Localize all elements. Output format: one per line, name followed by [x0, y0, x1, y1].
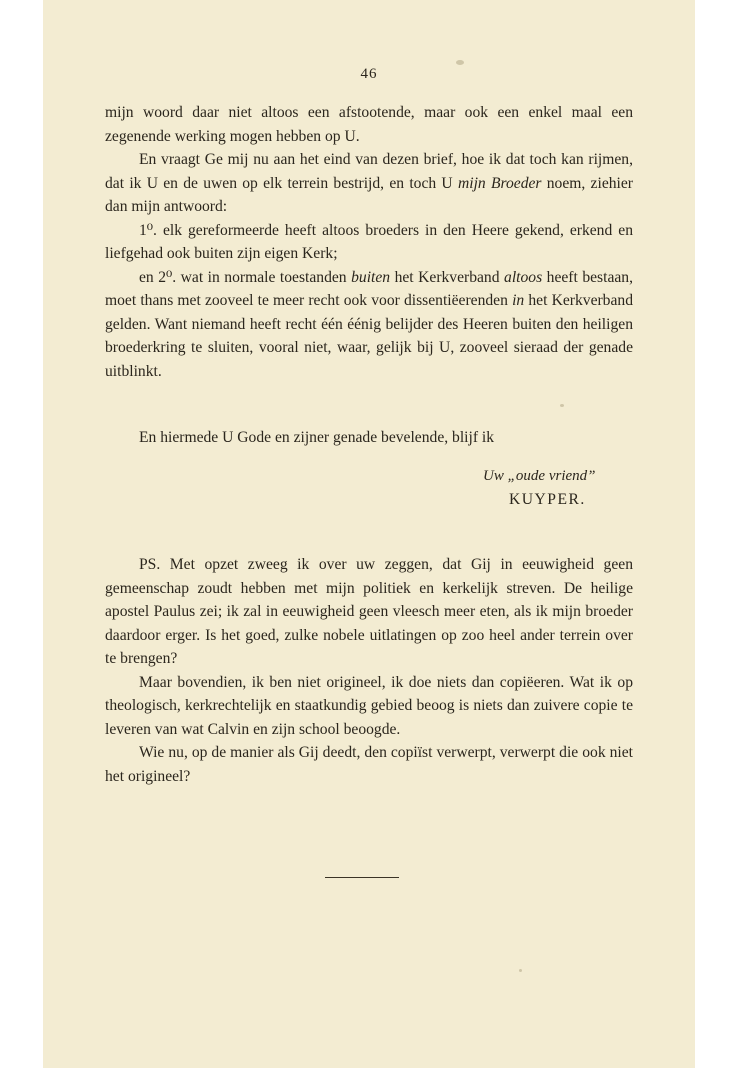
paper-speck: [519, 969, 522, 972]
closing-line: En hiermede U Gode en zijner genade bevelende, blijf ik: [139, 429, 495, 446]
letter-body: [105, 101, 633, 383]
signature-greeting: Uw „oude vriend”: [483, 468, 596, 484]
postscript-paragraph-2: Maar bovendien, ik ben niet origineel, ik doe niets dan copiëeren. Wat ik op theologisch, kerkrechtelijk en staatkundig gebied beoog is niets dan zuivere copie te leveren van wat Calvin en zijn school beoogde.: [105, 673, 633, 738]
paragraph-4-text-b: het Kerkverband: [390, 268, 505, 286]
paragraph-2: [105, 148, 633, 219]
paragraph-2-emphasis: mijn Broeder: [457, 174, 542, 192]
closing-line-block: [105, 426, 633, 450]
paragraph-4: [105, 266, 633, 384]
postscript-paragraph-1: PS. Met opzet zweeg ik over uw zeggen, dat Gij in eeuwigheid geen gemeenschap zoudt hebben met mijn politiek en kerkelijk streven. De heilige apostel Paulus zei; ik zal in eeuwigheid geen vleesch meer eten, als ik mijn broeder daardoor erger. Is het goed, zulke nobele uitlatingen op zoo heel ander terrein over te brengen?: [105, 556, 633, 667]
book-page: [43, 0, 695, 1068]
paragraph-2-text-b: noem, ziehier dan mijn antwoord:: [105, 174, 633, 215]
paragraph-4-emphasis-3: in: [512, 292, 525, 309]
paragraph-4-text-a: en 2⁰. wat in normale toestanden: [139, 268, 352, 286]
paragraph-1: mijn woord daar niet altoos een afstootende, maar ook een enkel maal een zegenende werking mogen hebben op U.: [105, 104, 633, 145]
signature-name: KUYPER.: [509, 491, 586, 508]
paragraph-2-text-a: En vraagt Ge mij nu aan het eind van dezen brief, hoe ik dat toch kan rijmen, dat ik U en de uwen op elk terrein bestrijd, en toch U: [105, 151, 633, 192]
postscript: [105, 553, 633, 788]
page-number: 46: [360, 66, 378, 82]
paper-speck: [456, 60, 464, 65]
end-rule: [325, 877, 399, 878]
postscript-paragraph-3: Wie nu, op de manier als Gij deedt, den copiïst verwerpt, verwerpt die ook niet het origineel?: [105, 744, 633, 785]
paragraph-4-text-d: het Kerkverband gelden. Want niemand heeft recht één éénig belijder des Heeren buiten den heiligen broederkring te sluiten, vooral niet, waar, gelijk bij U, zooveel sieraad der genade uitblinkt.: [105, 292, 633, 380]
paper-speck: [560, 404, 564, 407]
paragraph-3: 1⁰. elk gereformeerde heeft altoos broeders in den Heere gekend, erkend en liefgehad ook buiten zijn eigen Kerk;: [105, 221, 633, 262]
paragraph-4-emphasis-2: altoos: [504, 268, 543, 286]
paragraph-4-text-c: heeft bestaan, moet thans met zooveel te meer recht ook voor dissentiëerenden: [105, 268, 633, 309]
paragraph-4-emphasis-1: buiten: [351, 268, 391, 286]
